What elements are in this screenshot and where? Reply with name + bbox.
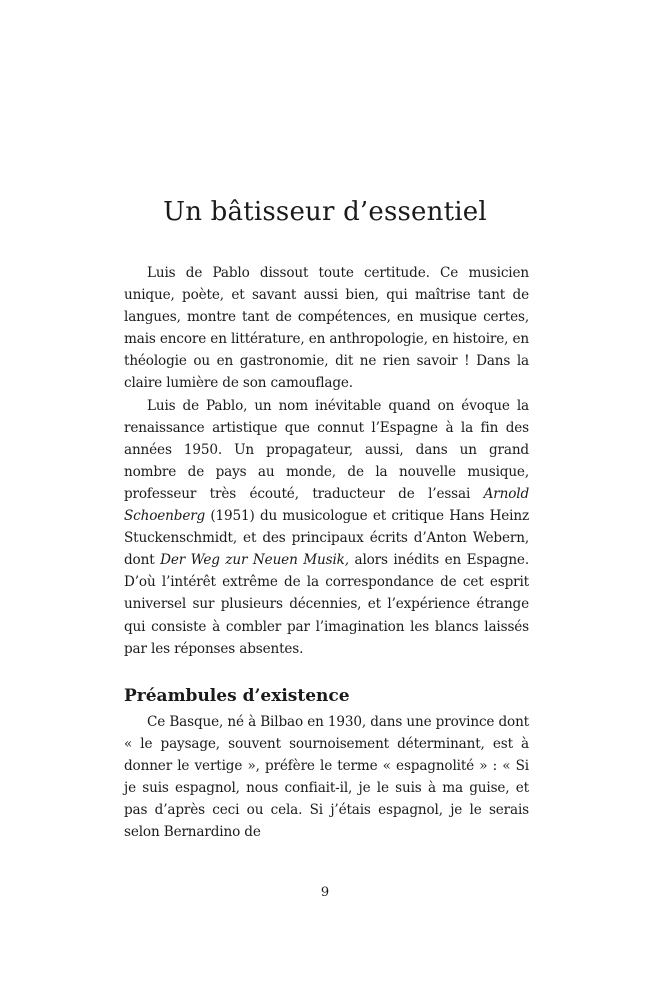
section-heading: Préambules d’existence [124,685,350,706]
paragraph-text: alors inédits en Espagne. D’où l’intérêt extrême de la correspondance de cet esprit universel sur plusieurs décennies, et l’expérience étrange qui consiste à combler par l’imagination les blancs laissés par les réponses absentes. [124,552,529,657]
paragraph-preambles: Ce Basque, né à Bilbao en 1930, dans une province dont « le paysage, souvent sournoisement déterminant, est à donner le vertige », préfère le terme « espagnolité » : « Si je suis espagnol, nous confiait-il, je le suis à ma guise, et pas d’après ceci ou cela. Si j’étais espagnol, je le serais selon Bernardino de [124,713,529,841]
chapter-title: Un bâtisseur d’essentiel [163,197,487,227]
page-number: 9 [320,885,330,900]
paragraph-renaissance [124,395,529,660]
book-title-italic: Der Weg zur Neuen Musik, [160,552,349,569]
page-body [124,262,529,843]
paragraph-text: Luis de Pablo, un nom inévitable quand on évoque la renaissance artistique que connut l’Espagne à la fin des années 1950. Un propagateur, aussi, dans un grand nombre de pays au monde, de la nouvelle musique, professeur très écouté, traducteur de l’essai [124,397,529,502]
paragraph-intro: Luis de Pablo dissout toute certitude. Ce musicien unique, poète, et savant aussi bien, qui maîtrise tant de langues, montre tant de compétences, en musique certes, mais encore en littérature, en anthropologie, en histoire, en théologie ou en gastronomie, dit ne rien savoir ! Dans la claire lumière de son camouflage. [124,265,529,392]
paragraph-text: (1951) du musicologue et critique Hans Heinz Stuckenschmidt, et des principaux écrits d’Anton Webern, dont [124,508,529,569]
book-title-italic: Arnold Schoenberg [124,485,529,525]
